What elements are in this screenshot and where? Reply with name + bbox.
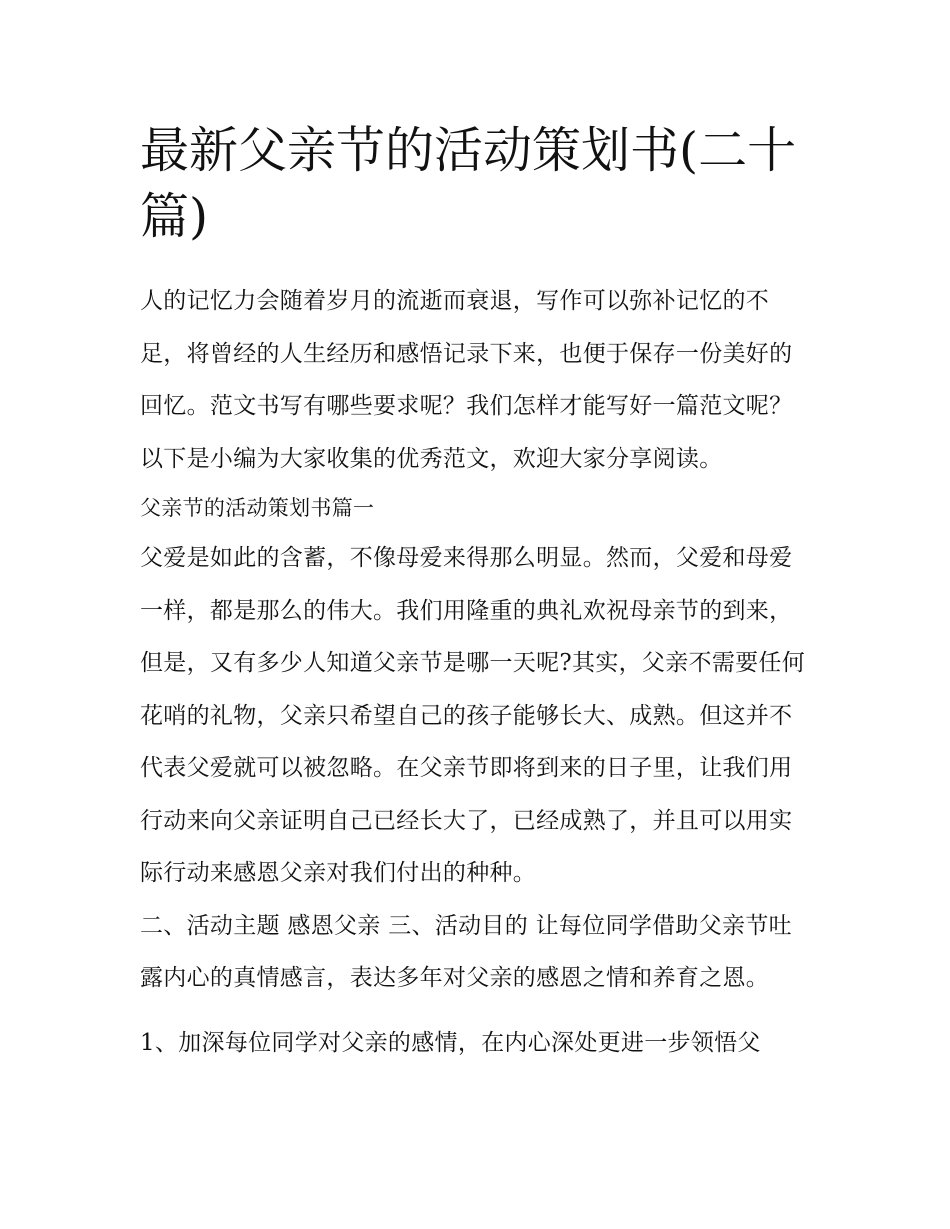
section-heading: 父亲节的活动策划书篇一	[140, 496, 375, 520]
document-page	[140, 118, 812, 1069]
document-title: 最新父亲节的活动策划书(二十篇)	[140, 122, 797, 245]
paragraph-theme-purpose: 二、活动主题 感恩父亲 三、活动目的 让每位同学借助父亲节吐露内心的真情感言，表达多年对父亲的感恩之情和养育之恩。	[140, 912, 792, 991]
intro-paragraph: 人的记忆力会随着岁月的流逝而衰退，写作可以弥补记忆的不足，将曾经的人生经历和感悟记录下来，也便于保存一份美好的回忆。范文书写有哪些要求呢？我们怎样才能写好一篇范文呢？以下是小编为大家收集的优秀范文，欢迎大家分享阅读。	[140, 288, 793, 472]
document-body	[140, 275, 812, 1069]
paragraph-father-love: 父爱是如此的含蓄，不像母爱来得那么明显。然而，父爱和母爱一样，都是那么的伟大。我们用隆重的典礼欢祝母亲节的到来，但是，又有多少人知道父亲节是哪一天呢?其实，父亲不需要任何花哨的礼物，父亲只希望自己的孩子能够长大、成熟。但这并不代表父爱就可以被忽略。在父亲节即将到来的日子里，让我们用行动来向父亲证明自己已经长大了，已经成熟了，并且可以用实际行动来感恩父亲对我们付出的种种。	[140, 545, 806, 886]
paragraph-item-1: 1、加深每位同学对父亲的感情，在内心深处更进一步领悟父	[140, 1029, 761, 1056]
